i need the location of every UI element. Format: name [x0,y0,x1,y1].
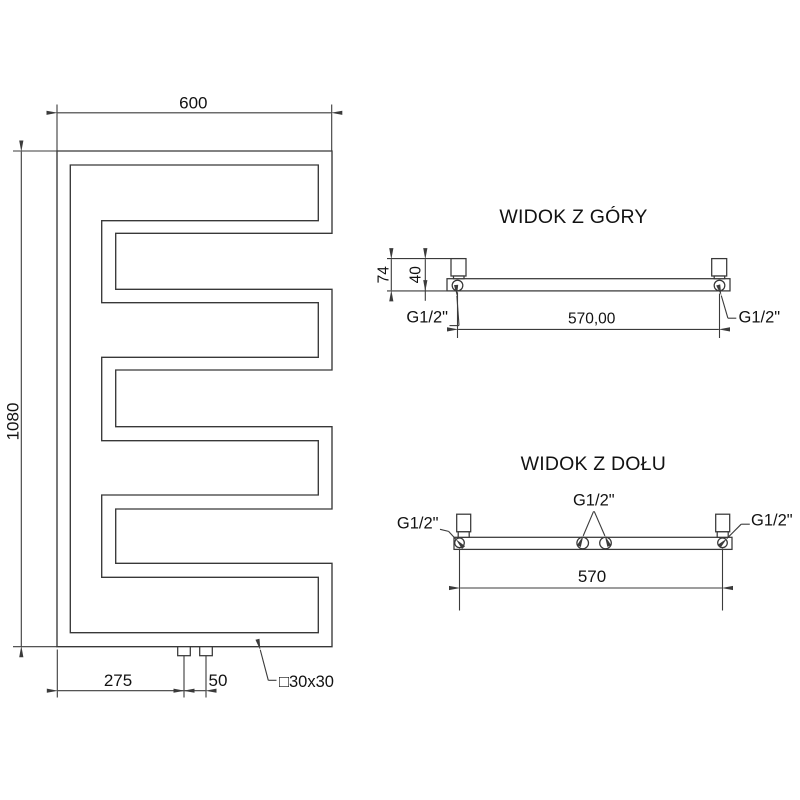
port-center-leader-left [583,511,593,536]
port-center-leader-right [594,511,605,536]
port-right-leader [721,296,728,319]
bottom-view-port-center-2 [600,537,612,549]
bottom-view-bracket-left-foot [458,532,469,538]
top-view-bracket-left-foot [454,276,465,279]
bottom-view [397,453,793,611]
top-view-bracket-right [712,259,727,276]
port-left-label: G1/2" [396,514,439,533]
bottom-view-title: WIDOK Z DOŁU [520,453,667,475]
bottom-view-port-right [718,538,728,548]
bottom-view-port-left [455,538,465,548]
dim-570-label: 570 [577,567,607,586]
width-dim-label: 600 [179,93,208,113]
bottom-view-port-center-1 [577,537,589,549]
stub-right [200,647,213,656]
port-left-leader-tick [440,529,449,531]
top-view-bracket-left [451,259,466,276]
stub-left [178,647,191,656]
profile-leader [260,650,268,680]
radiator-outer-contour [57,151,332,647]
bottom-view-bracket-right-foot [717,532,728,538]
bottom-view-bracket-left [457,514,471,532]
front-view [4,94,334,698]
radiator-inner-contour [70,165,318,633]
bottom-view-bar [454,537,732,549]
port-left-leader [449,531,456,539]
top-view-bracket-right-foot [714,276,725,279]
height-dim-label: 1080 [3,402,23,441]
top-view-port-left [452,280,463,291]
top-view-port-right [714,280,725,291]
dim-570-00-label: 570,00 [567,310,616,328]
top-view-bar [447,279,730,291]
top-view [375,205,780,338]
dim-275-label: 275 [103,671,133,690]
bottom-view-bracket-right [716,514,730,532]
port-right-label: G1/2" [751,511,793,530]
top-view-title: WIDOK Z GÓRY [499,206,648,228]
profile-note-label: □30x30 [279,673,334,691]
port-right-label: G1/2" [738,308,781,327]
port-center-label: G1/2" [572,491,615,510]
port-left-label: G1/2" [406,308,448,327]
dim-50-label: 50 [208,671,228,690]
dim-40-label: 40 [407,266,425,284]
dim-74-label: 74 [375,266,393,284]
